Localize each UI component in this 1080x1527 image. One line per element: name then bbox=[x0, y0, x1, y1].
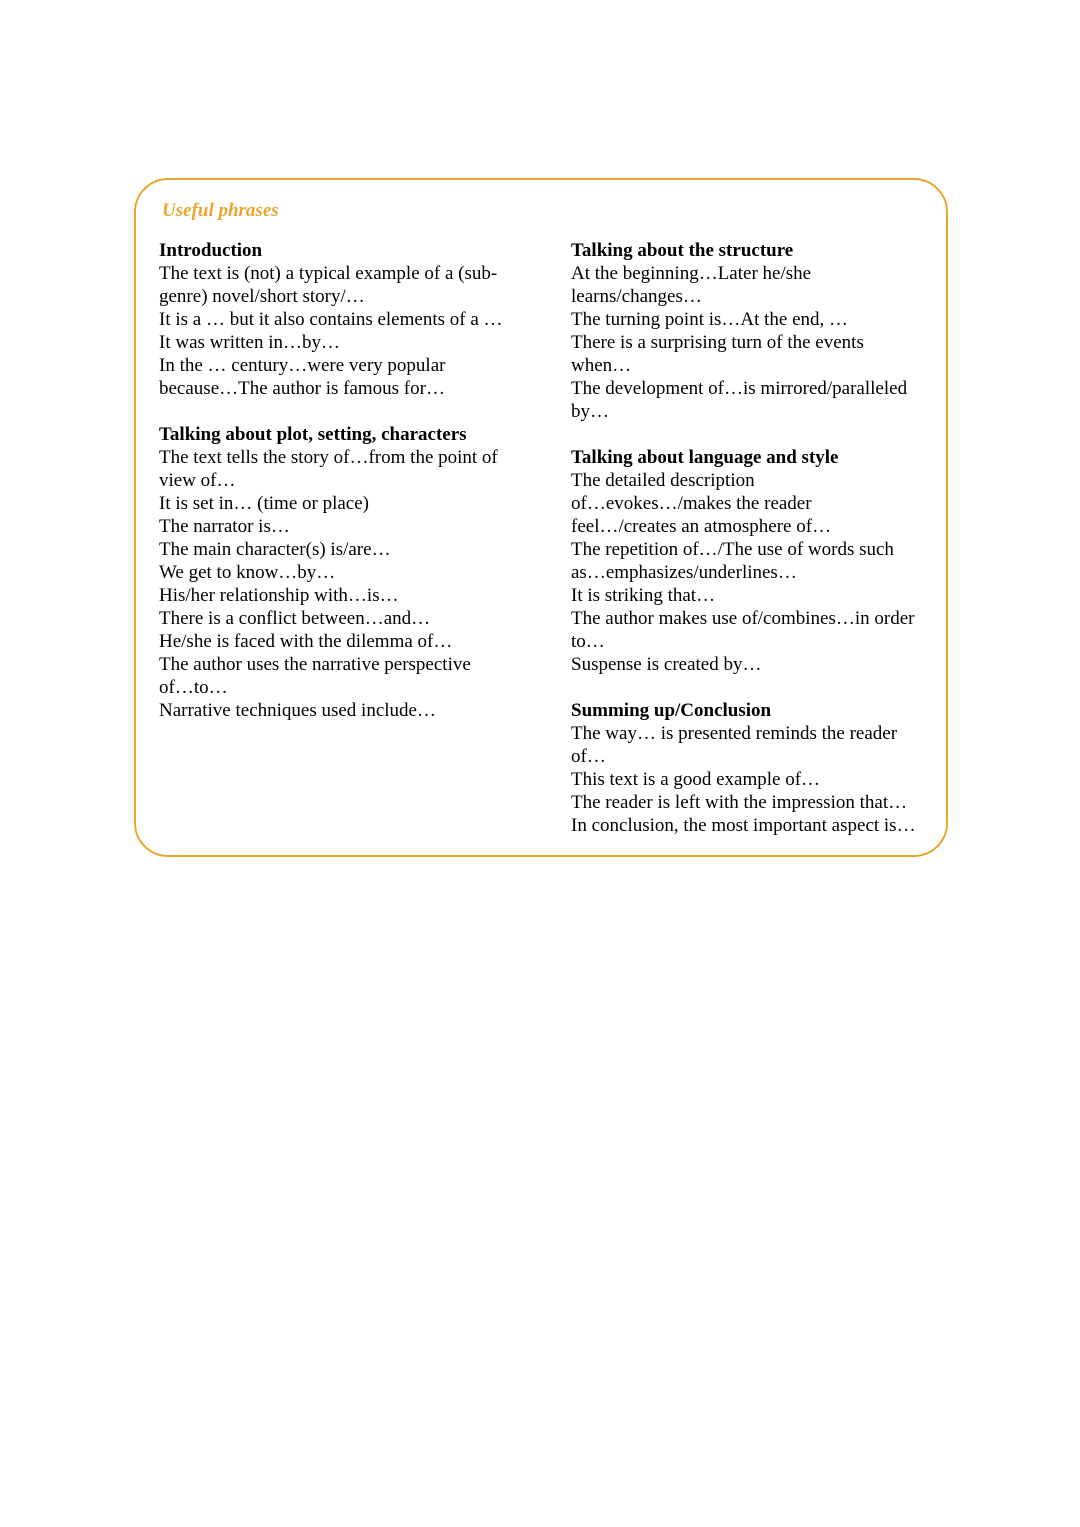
phrase-line: The repetition of…/The use of words such bbox=[571, 539, 894, 560]
phrase-line: It is set in… (time or place) bbox=[159, 493, 369, 514]
phrase-line: The text is (not) a typical example of a (sub- bbox=[159, 263, 498, 284]
section-heading: Talking about the structure bbox=[571, 240, 794, 261]
phrase-line: view of… bbox=[159, 470, 236, 491]
phrase-line: In conclusion, the most important aspect is… bbox=[571, 815, 916, 836]
phrase-line: This text is a good example of… bbox=[571, 769, 821, 790]
phrase-line: There is a surprising turn of the events bbox=[571, 332, 864, 353]
phrase-line: by… bbox=[571, 401, 609, 422]
phrase-line: of…evokes…/makes the reader bbox=[571, 493, 812, 514]
phrase-line: The way… is presented reminds the reader bbox=[571, 723, 898, 744]
phrase-line: The narrator is… bbox=[159, 516, 290, 537]
section-introduction bbox=[159, 239, 529, 400]
phrase-line: The text tells the story of…from the point of bbox=[159, 447, 498, 468]
phrase-line: The turning point is…At the end, … bbox=[571, 309, 849, 330]
phrase-line: It was written in…by… bbox=[159, 332, 341, 353]
phrase-line: His/her relationship with…is… bbox=[159, 585, 399, 606]
phrase-line: The detailed description bbox=[571, 470, 755, 491]
section-heading: Talking about plot, setting, characters bbox=[159, 424, 467, 445]
phrase-line: when… bbox=[571, 355, 632, 376]
phrase-line: At the beginning…Later he/she bbox=[571, 263, 812, 284]
section-plot-setting-characters bbox=[159, 423, 529, 722]
phrase-line: of…to… bbox=[159, 677, 228, 698]
phrase-line: The development of…is mirrored/paralleled bbox=[571, 378, 908, 399]
phrase-line: Suspense is created by… bbox=[571, 654, 762, 675]
section-heading: Summing up/Conclusion bbox=[571, 700, 772, 721]
phrase-line: We get to know…by… bbox=[159, 562, 336, 583]
section-heading: Introduction bbox=[159, 240, 263, 261]
phrase-line: genre) novel/short story/… bbox=[159, 286, 365, 307]
box-title: Useful phrases bbox=[162, 200, 279, 221]
phrase-line: as…emphasizes/underlines… bbox=[571, 562, 797, 583]
phrase-line: He/she is faced with the dilemma of… bbox=[159, 631, 453, 652]
section-structure bbox=[571, 239, 941, 423]
right-column bbox=[571, 239, 941, 860]
phrase-line: It is striking that… bbox=[571, 585, 716, 606]
phrase-line: The author uses the narrative perspective bbox=[159, 654, 471, 675]
phrase-line: It is a … but it also contains elements of a … bbox=[159, 309, 503, 330]
phrase-line: Narrative techniques used include… bbox=[159, 700, 436, 721]
section-language-style bbox=[571, 446, 941, 676]
left-column bbox=[159, 239, 529, 745]
phrase-line: The author makes use of/combines…in order bbox=[571, 608, 915, 629]
phrase-line: The reader is left with the impression that… bbox=[571, 792, 908, 813]
phrase-line: learns/changes… bbox=[571, 286, 702, 307]
section-conclusion bbox=[571, 699, 941, 837]
phrase-line: There is a conflict between…and… bbox=[159, 608, 431, 629]
phrase-line: to… bbox=[571, 631, 605, 652]
phrase-line: of… bbox=[571, 746, 606, 767]
phrase-line: because…The author is famous for… bbox=[159, 378, 445, 399]
phrase-line: feel…/creates an atmosphere of… bbox=[571, 516, 832, 537]
phrase-line: The main character(s) is/are… bbox=[159, 539, 391, 560]
section-heading: Talking about language and style bbox=[571, 447, 839, 468]
phrase-line: In the … century…were very popular bbox=[159, 355, 446, 376]
